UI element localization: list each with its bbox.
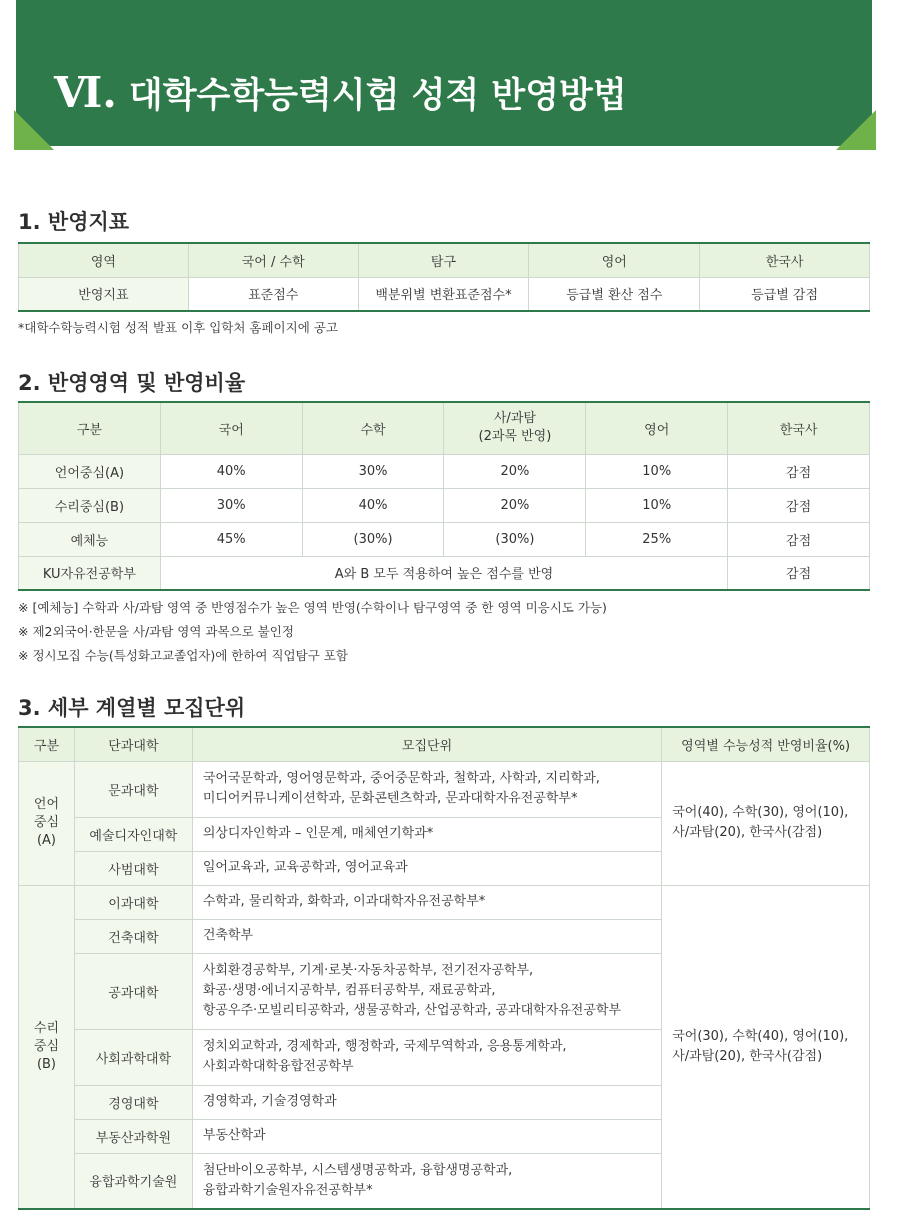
unit-line: 첨단바이오공학부, 시스템생명공학과, 융합생명공학과, — [202, 1162, 513, 1178]
s2-col-inquiry — [444, 402, 586, 454]
group-a-label-line: (A) — [36, 833, 56, 848]
group-b-label — [19, 885, 75, 1209]
s1-cell: 등급별 환산 점수 — [529, 277, 700, 311]
college-cell: 부동산과학원 — [74, 1119, 192, 1153]
chapter-number: Ⅵ. — [54, 68, 117, 117]
unit-line: 정치외교학과, 경제학과, 행정학과, 국제무역학과, 응용통계학과, — [202, 1039, 567, 1054]
page-title — [54, 68, 627, 118]
section1-heading — [18, 206, 129, 236]
s2-cell: 20% — [444, 454, 586, 488]
college-cell: 융합과학기술원 — [74, 1153, 192, 1209]
group-a-label — [19, 761, 75, 885]
s1-col-inquiry: 탐구 — [358, 243, 529, 277]
s1-cell: 백분위별 변환표준점수* — [358, 277, 529, 311]
college-cell: 건축대학 — [74, 919, 192, 953]
section2-heading — [18, 367, 245, 397]
s3-col-ratio: 영역별 수능성적 반영비율(%) — [662, 727, 870, 761]
section1-note: *대학수학능력시험 성적 발표 이후 입학처 홈페이지에 공고 — [18, 320, 338, 335]
s2-col-history: 한국사 — [728, 402, 870, 454]
s2-cell: 30% — [160, 488, 302, 522]
s2-col-inquiry-line2: (2과목 반영) — [478, 429, 552, 445]
chapter-title: 대학수학능력시험 성적 반영방법 — [128, 76, 627, 116]
s2-cell: 40% — [160, 454, 302, 488]
units-cell — [192, 1029, 661, 1085]
group-b-label-line: (B) — [36, 1056, 56, 1072]
section3-number: 3. — [18, 696, 41, 720]
s1-col-area: 영역 — [19, 243, 189, 277]
group-a-label-line: 중심 — [33, 815, 60, 830]
group-b-ratio — [662, 885, 870, 1209]
s2-cell: 감점 — [728, 454, 870, 488]
unit-line: 미디어커뮤니케이션학과, 문화콘텐츠학과, 문과대학자유전공학부* — [202, 791, 578, 806]
s2-col-inquiry-line1: 사/과탐 — [493, 411, 536, 427]
group-b-label-line: 수리 — [33, 1020, 60, 1036]
section1-title: 반영지표 — [47, 210, 130, 234]
unit-line: 일어교육과, 교육공학과, 영어교육과 — [202, 860, 408, 875]
unit-line: 경영학과, 기술경영학과 — [202, 1094, 337, 1109]
s1-row — [19, 277, 870, 311]
section2-note: ※ 제2외국어·한문을 사/과탐 영역 과목으로 불인정 — [18, 624, 294, 639]
units-cell — [192, 817, 661, 851]
unit-line: 사회환경공학부, 기계·로봇·자동차공학부, 전기전자공학부, — [202, 963, 534, 978]
s2-row-ku — [19, 556, 870, 590]
table-row — [19, 885, 870, 919]
s2-col-category: 구분 — [19, 402, 161, 454]
s2-row — [19, 522, 870, 556]
s3-col-college: 단과대학 — [74, 727, 192, 761]
unit-line: 화공·생명·에너지공학부, 컴퓨터공학부, 재료공학과, — [202, 983, 496, 998]
section2-number: 2. — [18, 371, 41, 395]
units-cell — [192, 1119, 661, 1153]
s2-cell: 30% — [302, 454, 444, 488]
s2-row-label: 예체능 — [19, 522, 161, 556]
college-cell: 사범대학 — [74, 851, 192, 885]
s2-row — [19, 454, 870, 488]
s1-col-korean-math: 국어 / 수학 — [188, 243, 358, 277]
s2-row-label: KU자유전공학부 — [19, 556, 161, 590]
units-cell — [192, 1153, 661, 1209]
units-cell — [192, 919, 661, 953]
s2-col-korean: 국어 — [160, 402, 302, 454]
ratio-line: 사/과탐(20), 한국사(감점) — [672, 825, 823, 840]
unit-line: 부동산학과 — [202, 1128, 266, 1143]
section3-table — [18, 726, 870, 1210]
unit-line: 건축학부 — [202, 928, 254, 943]
s2-cell: 10% — [586, 488, 728, 522]
s2-col-math: 수학 — [302, 402, 444, 454]
s1-cell-label: 반영지표 — [19, 277, 189, 311]
college-cell: 문과대학 — [74, 761, 192, 817]
s2-col-english: 영어 — [586, 402, 728, 454]
unit-line: 수학과, 물리학과, 화학과, 이과대학자유전공학부* — [202, 894, 486, 909]
unit-line: 의상디자인학과 – 인문계, 매체연기학과* — [202, 826, 434, 841]
ratio-line: 국어(40), 수학(30), 영어(10), — [672, 805, 849, 820]
s1-col-history: 한국사 — [700, 243, 870, 277]
s1-cell: 표준점수 — [188, 277, 358, 311]
units-cell — [192, 885, 661, 919]
section2-note: ※ 정시모집 수능(특성화고교졸업자)에 한하여 직업탐구 포함 — [18, 648, 348, 663]
group-a-ratio — [662, 761, 870, 885]
s3-col-units: 모집단위 — [192, 727, 661, 761]
unit-line: 융합과학기술원자유전공학부* — [202, 1182, 373, 1198]
s2-row-label: 언어중심(A) — [19, 454, 161, 488]
s2-row-label: 수리중심(B) — [19, 488, 161, 522]
table-row — [19, 761, 870, 817]
unit-line: 국어국문학과, 영어영문학과, 중어중문학과, 철학과, 사학과, 지리학과, — [202, 771, 600, 786]
s2-cell: 45% — [160, 522, 302, 556]
section1-number: 1. — [18, 210, 41, 234]
units-cell — [192, 953, 661, 1029]
group-a-label-line: 언어 — [33, 797, 60, 812]
s2-cell: 10% — [586, 454, 728, 488]
college-cell: 예술디자인대학 — [74, 817, 192, 851]
section2-title: 반영영역 및 반영비율 — [47, 371, 246, 395]
s2-cell: 감점 — [728, 556, 870, 590]
section3-heading — [18, 692, 245, 722]
s1-col-english: 영어 — [529, 243, 700, 277]
college-cell: 이과대학 — [74, 885, 192, 919]
units-cell — [192, 851, 661, 885]
section2-note: ※ [예체능] 수학과 사/과탐 영역 중 반영점수가 높은 영역 반영(수학이나 탐구영역 중 한 영역 미응시도 가능) — [18, 600, 607, 615]
ratio-line: 국어(30), 수학(40), 영어(10), — [672, 1028, 849, 1044]
units-cell — [192, 761, 661, 817]
banner-fold-left — [14, 110, 54, 150]
section3-title: 세부 계열별 모집단위 — [47, 696, 246, 720]
s2-row — [19, 488, 870, 522]
unit-line: 항공우주·모빌리티공학과, 생물공학과, 산업공학과, 공과대학자유전공학부 — [202, 1003, 622, 1018]
s2-merged-cell: A와 B 모두 적용하여 높은 점수를 반영 — [160, 556, 727, 590]
s2-cell: 25% — [586, 522, 728, 556]
unit-line: 사회과학대학융합전공학부 — [202, 1059, 354, 1074]
college-cell: 사회과학대학 — [74, 1029, 192, 1085]
s2-cell: (30%) — [302, 522, 444, 556]
s3-col-category: 구분 — [19, 727, 75, 761]
s1-cell: 등급별 감점 — [700, 277, 870, 311]
group-b-label-line: 중심 — [33, 1038, 60, 1054]
section2-table — [18, 401, 870, 591]
s2-cell: 감점 — [728, 522, 870, 556]
s2-cell: (30%) — [444, 522, 586, 556]
banner-fold-right — [836, 110, 876, 150]
college-cell: 경영대학 — [74, 1085, 192, 1119]
s2-cell: 20% — [444, 488, 586, 522]
s2-cell: 40% — [302, 488, 444, 522]
ratio-line: 사/과탐(20), 한국사(감점) — [672, 1048, 823, 1064]
college-cell: 공과대학 — [74, 953, 192, 1029]
units-cell — [192, 1085, 661, 1119]
section1-table — [18, 242, 870, 312]
s2-cell: 감점 — [728, 488, 870, 522]
